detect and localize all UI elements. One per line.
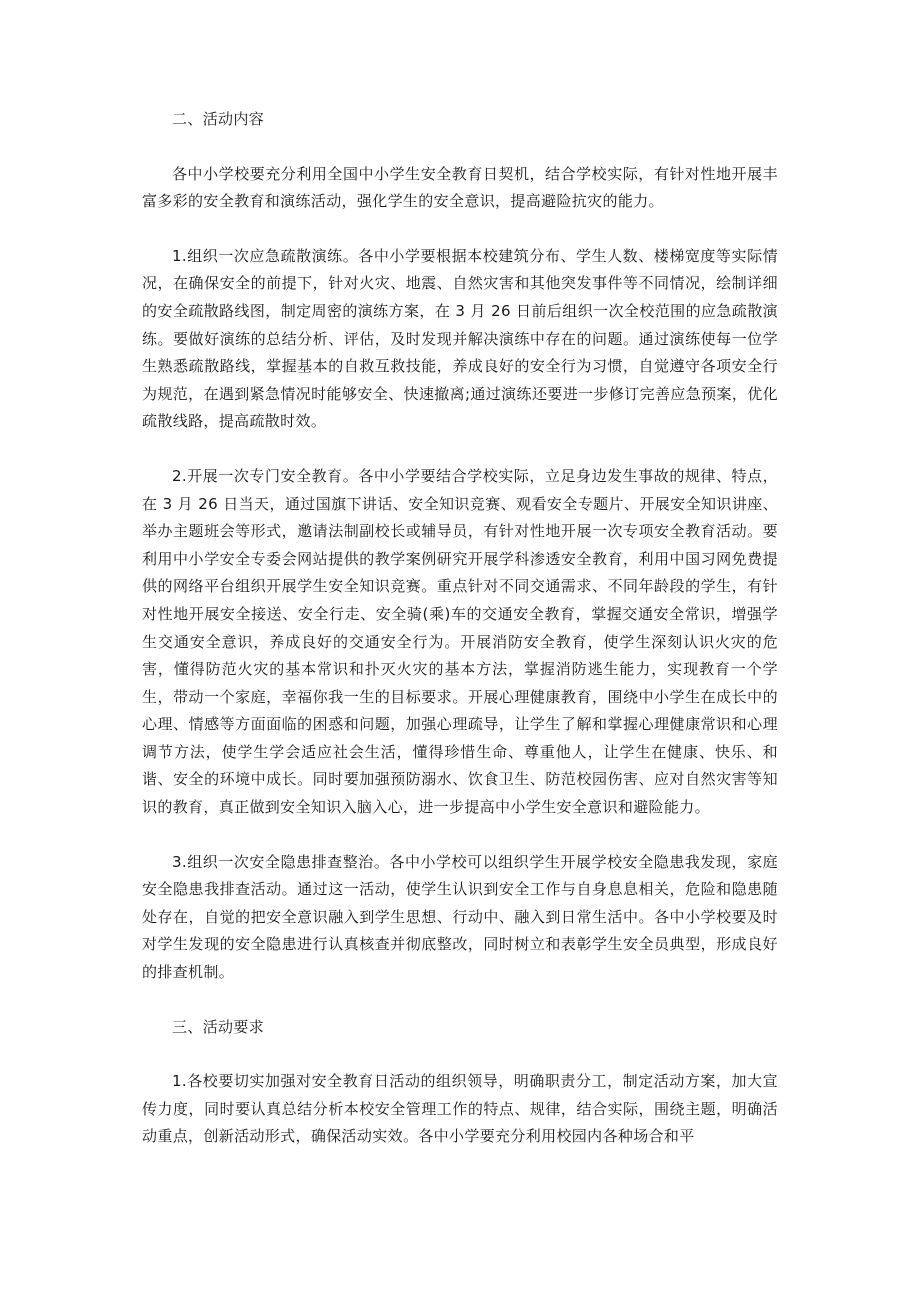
section-heading-activity-requirements: 三、活动要求 — [172, 1017, 265, 1036]
paragraph-intro: 各中小学校要充分利用全国中小学生安全教育日契机，结合学校实际，有针对性地开展丰富多彩的安全教育和演练活动，强化学生的安全意识，提高避险抗灾的能力。 — [142, 164, 778, 211]
section-heading-activity-content: 二、活动内容 — [172, 110, 265, 128]
document-body — [142, 106, 778, 1178]
paragraph-item-3: 3.组织一次安全隐患排查整治。各中小学校可以组织学生开展学校安全隐患我发现，家庭安全隐患我排查活动。通过这一活动，使学生认识到安全工作与自身息息相关，危险和隐患随处存在，自觉的把安全意识融入到学生思想、行动中、融入到日常生活中。各中小学校要及时对学生发现的安全隐患进行认真核查并彻底整改，同时树立和表彰学生安全员典型，形成良好的排查机制。 — [142, 852, 778, 982]
paragraph-item-1: 1.组织一次应急疏散演练。各中小学要根据本校建筑分布、学生人数、楼梯宽度等实际情况，在确保安全的前提下，针对火灾、地震、自然灾害和其他突发事件等不同情况，绘制详细的安全疏散路线图，制定周密的演练方案，在 3 月 26 日前后组织一次全校范围的应急疏散演练。要做好演练的总结分析、评估，及时发现并解决演练中存在的问题。通过演练使每一位学生熟悉疏散路线，掌握基本的自救互救技能，养成良好的安全行为习惯，自觉遵守各项安全行为规范，在遇到紧急情况时能够安全、快速撤离;通过演练还要进一步修订完善应急预案，优化疏散线路，提高疏散时效。 — [142, 246, 778, 431]
paragraph-requirement-1: 1.各校要切实加强对安全教育日活动的组织领导，明确职责分工，制定活动方案，加大宣传力度，同时要认真总结分析本校安全管理工作的特点、规律，结合实际，围绕主题，明确活动重点，创新活动形式，确保活动实效。各中小学要充分利用校园内各种场合和平 — [142, 1072, 778, 1146]
paragraph-item-2: 2.开展一次专门安全教育。各中小学要结合学校实际，立足身边发生事故的规律、特点，在 3 月 26 日当天，通过国旗下讲话、安全知识竞赛、观看安全专题片、开展安全知识讲座、举办主题班会等形式，邀请法制副校长或辅导员，有针对性地开展一次专项安全教育活动。要利用中小学安全专委会网站提供的教学案例研究开展学科渗透安全教育，利用中国习网免费提供的网络平台组织开展学生安全知识竞赛。重点针对不同交通需求、不同年龄段的学生，有针对性地开展安全接送、安全行走、安全骑(乘)车的交通安全教育，掌握交通安全常识，增强学生交通安全意识，养成良好的交通安全行为。开展消防安全教育，使学生深刻认识火灾的危害，懂得防范火灾的基本常识和扑灭火灾的基本方法，掌握消防逃生能力，实现教育一个学生，带动一个家庭，幸福你我一生的目标要求。开展心理健康教育，围绕中小学生在成长中的心理、情感等方面面临的困惑和问题，加强心理疏导，让学生了解和掌握心理健康常识和心理调节方法，使学生学会适应社会生活，懂得珍惜生命、尊重他人，让学生在健康、快乐、和谐、安全的环境中成长。同时要加强预防溺水、饮食卫生、防范校园伤害、应对自然灾害等知识的教育，真正做到安全知识入脑入心，进一步提高中小学生安全意识和避险能力。 — [142, 466, 778, 817]
